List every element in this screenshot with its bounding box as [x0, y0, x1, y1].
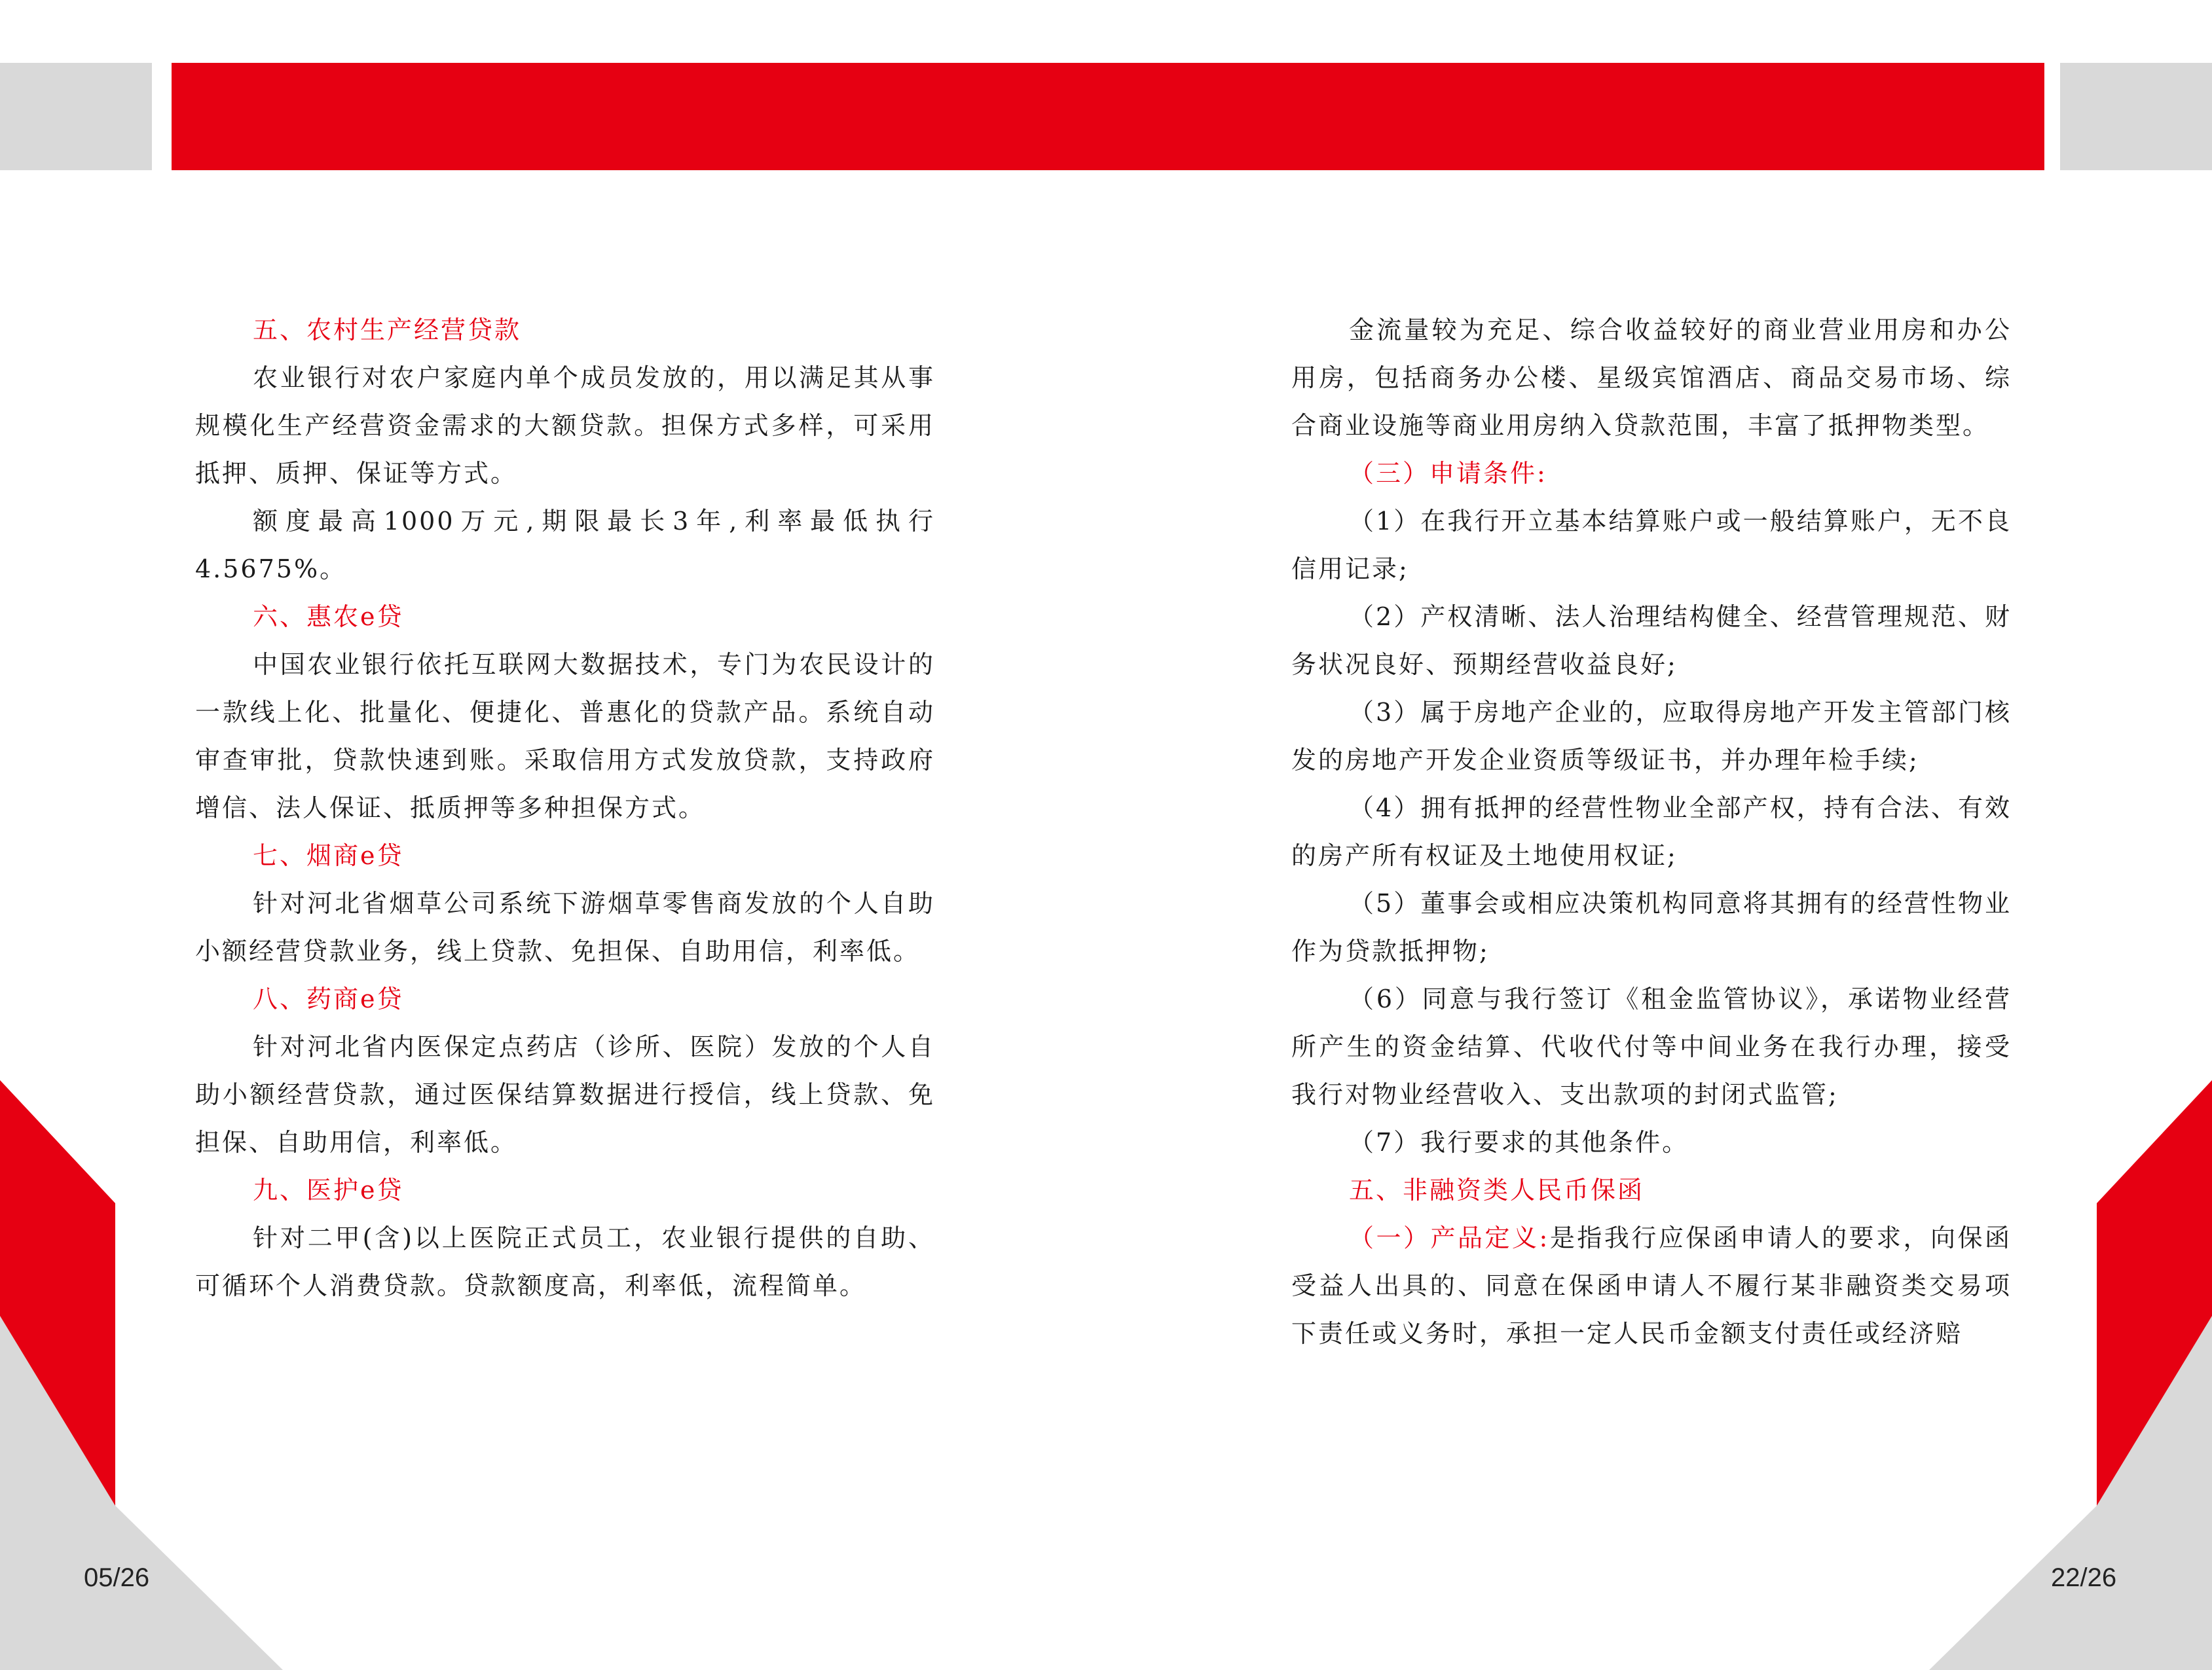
- heading-pharmacy-eloan: 八、药商e贷: [253, 985, 404, 1013]
- para-huinong-eloan: 中国农业银行依托互联网大数据技术，专门为农民设计的一款线上化、批量化、便捷化、普惠化的贷款产品。系统自动审查审批，贷款快速到账。采取信用方式发放贷款，支持政府增信、法人保证、抵质押等多种担保方式。: [195, 650, 935, 822]
- definition-label: （一）产品定义:: [1349, 1224, 1550, 1252]
- page-number-left: 05/26: [84, 1563, 150, 1592]
- page-number-right: 22/26: [2051, 1563, 2117, 1592]
- para-continued: 金流量较为充足、综合收益较好的商业营业用房和办公用房，包括商务办公楼、星级宾馆酒店、商品交易市场、综合商业设施等商业用房纳入贷款范围，丰富了抵押物类型。: [1291, 316, 2012, 440]
- para-rural-loan-terms: 额度最高1000万元,期限最长3年,利率最低执行4.5675%。: [195, 507, 935, 583]
- condition-3: （3）属于房地产企业的，应取得房地产开发主管部门核发的房地产开发企业资质等级证书，并办理年检手续;: [1291, 698, 2012, 774]
- definition-text: 是指我行应保函申请人的要求，向保函受益人出具的、同意在保函申请人不履行某非融资类交易项下责任或义务时，承担一定人民币金额支付责任或经济赔: [1291, 1224, 2012, 1348]
- para-tobacco-eloan: 针对河北省烟草公司系统下游烟草零售商发放的个人自助小额经营贷款业务，线上贷款、免担保、自助用信，利率低。: [195, 889, 935, 966]
- heading-huinong-eloan: 六、惠农e贷: [253, 602, 404, 631]
- condition-2: （2）产权清晰、法人治理结构健全、经营管理规范、财务状况良好、预期经营收益良好;: [1291, 602, 2012, 679]
- heading-rural-loan: 五、农村生产经营贷款: [253, 316, 522, 344]
- heading-conditions: （三）申请条件:: [1349, 459, 1547, 488]
- para-medical-eloan: 针对二甲(含)以上医院正式员工，农业银行提供的自助、可循环个人消费贷款。贷款额度高，利率低，流程简单。: [195, 1224, 935, 1300]
- heading-medical-eloan: 九、医护e贷: [253, 1176, 404, 1205]
- condition-7: （7）我行要求的其他条件。: [1349, 1128, 1689, 1157]
- right-column: [1291, 306, 2012, 1358]
- condition-6: （6）同意与我行签订《租金监管协议》，承诺物业经营所产生的资金结算、代收代付等中间业务在我行办理，接受我行对物业经营收入、支出款项的封闭式监管;: [1291, 985, 2012, 1109]
- condition-5: （5）董事会或相应决策机构同意将其拥有的经营性物业作为贷款抵押物;: [1291, 889, 2012, 966]
- left-column: [195, 306, 935, 1310]
- condition-4: （4）拥有抵押的经营性物业全部产权，持有合法、有效的房产所有权证及土地使用权证;: [1291, 793, 2012, 870]
- para-definition: [1291, 1214, 2012, 1358]
- condition-1: （1）在我行开立基本结算账户或一般结算账户，无不良信用记录;: [1291, 507, 2012, 583]
- heading-tobacco-eloan: 七、烟商e贷: [253, 841, 404, 870]
- para-rural-loan-desc: 农业银行对农户家庭内单个成员发放的，用以满足其从事规模化生产经营资金需求的大额贷款。担保方式多样，可采用抵押、质押、保证等方式。: [195, 363, 935, 488]
- heading-guarantee: 五、非融资类人民币保函: [1349, 1176, 1645, 1205]
- para-pharmacy-eloan: 针对河北省内医保定点药店（诊所、医院）发放的个人自助小额经营贷款，通过医保结算数据进行授信，线上贷款、免担保、自助用信，利率低。: [195, 1032, 935, 1157]
